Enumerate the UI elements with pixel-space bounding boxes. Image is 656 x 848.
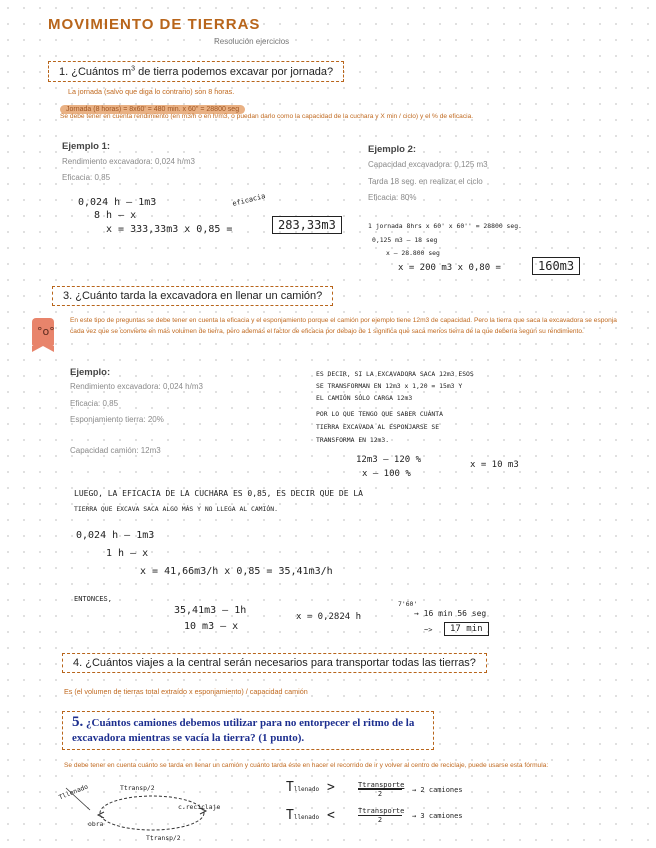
q3-note: En este tipo de preguntas se debe tener en cuenta la eficacia y el esponjamiento porque el camión por ejemplo tiene 12m3 de capacidad. Pero la tierra que saca la excavadora se esponja cada vez que se convierte en más volumen de tierra, pero además el factor de eficacia por debajo de 1 significa que saca menos tierra de la que debería según su rendimiento. — [70, 317, 617, 335]
q1-line1: La jornada (salvo que diga lo contrario) son 8 horas. — [68, 87, 235, 96]
q3-entonces: ENTONCES, — [74, 595, 112, 603]
question-4-box — [62, 653, 487, 673]
q5-formula-1-result: → 2 camiones — [412, 786, 463, 794]
q3-right-note-2: EL CAMIÓN SÓLO CARGA 12m3 — [316, 394, 413, 402]
q1-note: Se debe tener en cuenta rendimiento (en m3/h o en h/m3, o puedan darlo como la capacidad de la cuchara y X min / ciclo) y el % de eficacia. — [60, 113, 474, 120]
q1-highlight: Jornada (8 horas) = 8x60' = 480 min. x 60'' = 28800 seg — [60, 98, 245, 116]
q5-formula-2-fraction: Ttransporte 2 — [358, 807, 405, 824]
q5-diagram-label-top: Ttransp/2 — [120, 784, 155, 792]
q3-calc5: 10 m3 — x — [184, 621, 239, 632]
q5-diagram-label-creciclaje: c.reciclaje — [178, 803, 221, 811]
q3-calc4: 35,41m3 — 1h — [174, 605, 247, 616]
question-3-box — [52, 286, 333, 306]
q3-example-field4: Capacidad camión: 12m3 — [70, 446, 161, 455]
q3-example-field3: Esponjamiento tierra: 20% — [70, 415, 164, 424]
q1-ex2-heading: Ejemplo 2: — [368, 144, 417, 155]
q3-calc2: 1 h — x — [106, 548, 149, 559]
q3-right-note-0: ES DECIR, SI LA EXCAVADORA SACA 12m3 ESOS — [316, 370, 474, 378]
q3-luego-line2: TIERRA QUE EXCAVA SACA ALGO MÁS Y NO LLEGA AL CAMIÓN. — [74, 505, 278, 513]
q5-diagram-label-bottom: Ttransp/2 — [146, 834, 181, 842]
q3-example-field1: Rendimiento excavadora: 0,024 h/m3 — [70, 382, 203, 391]
q3-right-note-3: POR LO QUE TENGO QUE SABER CUÁNTA — [316, 410, 443, 418]
q5-formula-2-result: → 3 camiones — [412, 812, 463, 820]
q3-right-note-5: TRANSFORMA EN 12m3. — [316, 436, 390, 444]
question-1-box — [48, 61, 344, 82]
q3-arrow-note: 7'60' — [398, 600, 418, 608]
q1-ex1-annotation: eficacia — [231, 192, 267, 208]
q1-ex2-calc3: x — 28.800 seg — [386, 249, 440, 257]
q3-calc3: x = 41,66m3/h x 0,85 = 35,41m3/h — [140, 566, 333, 577]
question-5-box — [62, 711, 434, 750]
q1-ex1-calc2: 8 h — x — [94, 210, 137, 221]
q3-calc1: 0,024 h — 1m3 — [76, 530, 155, 541]
q1-ex2-field1: Capacidad excavadora: 0,125 m3 — [368, 160, 488, 169]
question-3-text: 3. ¿Cuánto tarda la excavadora en llenar un camión? — [63, 290, 323, 302]
page-subtitle: Resolución ejercicios — [214, 37, 290, 46]
q3-right-note-4: TIERRA EXCAVADA AL ESPONJARSE SE — [316, 423, 440, 431]
q5-diagram-label-tllenado: Tllenado — [57, 782, 90, 802]
q3-prop1: 12m3 — 120 % — [356, 455, 422, 465]
q3-prop-result: x = 10 m3 — [470, 460, 519, 470]
q3-result-a: → 16 min 56 seg — [414, 609, 487, 618]
q1-ex1-calc1: 0,024 h — 1m3 — [78, 197, 157, 208]
q1-ex2-field3: Eficacia: 80% — [368, 193, 417, 202]
question-5-number: 5. — [72, 714, 84, 730]
q5-formula-1-fraction: Ttransporte 2 — [358, 781, 405, 798]
q5-formula-2: Tllenado < — [286, 808, 335, 823]
q1-ex1-heading: Ejemplo 1: — [62, 141, 111, 152]
q1-ex2-field2: Tarda 18 seg. en realizar el ciclo — [368, 177, 483, 186]
q5-diagram-label-obra: obra — [88, 820, 104, 828]
q1-ex2-result-line: x = 200 m3 x 0,80 = — [398, 263, 501, 273]
q1-ex1-field2: Eficacia: 0,85 — [62, 173, 111, 182]
question-5-line1: ¿Cuántos camiones debemos utilizar para no entorpecer el ritmo de la — [86, 717, 415, 729]
q1-ex1-field1: Rendimiento excavadora: 0,024 h/m3 — [62, 157, 195, 166]
q3-example-heading: Ejemplo: — [70, 367, 111, 378]
q1-ex1-result: 283,33m3 — [272, 216, 342, 234]
q3-luego-line1: LUEGO, LA EFICACIA DE LA CUCHARA ES 0,85, ES DECIR QUE DE LA — [74, 489, 363, 498]
q3-example-field2: Eficacia: 0,85 — [70, 399, 119, 408]
q1-ex2-calc1: 1 jornada 8hrs x 60' x 60'' = 28800 seg. — [368, 222, 522, 230]
alert-face-icon: °o° — [32, 318, 54, 346]
q3-result-b: 17 min — [444, 622, 489, 636]
q5-note: Se debe tener en cuenta cuánto se tarda en llenar un camión y cuánto tarda éste en hacer el recorrido de ir y volver al centro de reciclaje, puede usarse esta fórmula: — [64, 762, 549, 769]
q3-calc6: x = 0,2824 h — [296, 612, 362, 622]
question-4-text: 4. ¿Cuántos viajes a la central serán necesarios para transportar todas las tierras? — [73, 657, 476, 669]
q5-formula-1: Tllenado > — [286, 780, 335, 795]
q1-ex2-result: 160m3 — [532, 257, 580, 275]
question-5-line2: excavadora mientras se vacía la tierra? (1 punto). — [72, 732, 305, 744]
q3-right-note-1: SE TRANSFORMAN EN 12m3 x 1,20 = 15m3 Y — [316, 382, 463, 390]
question-1-text: 1. ¿Cuántos $m^3$ de tierra podemos excavar por jornada? — [59, 65, 334, 78]
q1-ex2-calc2: 0,125 m3 — 18 seg — [372, 236, 438, 244]
q3-arrow-tilde-icon: ~> — [424, 626, 433, 634]
q4-note: Es (el volumen de tierras total extraído x esponjamiento) / capacidad camión — [64, 687, 308, 696]
q1-ex1-result-line: x = 333,33m3 x 0,85 = — [106, 224, 233, 235]
page-title: MOVIMIENTO DE TIERRAS — [48, 16, 261, 33]
q3-prop2: x — 100 % — [362, 469, 411, 479]
